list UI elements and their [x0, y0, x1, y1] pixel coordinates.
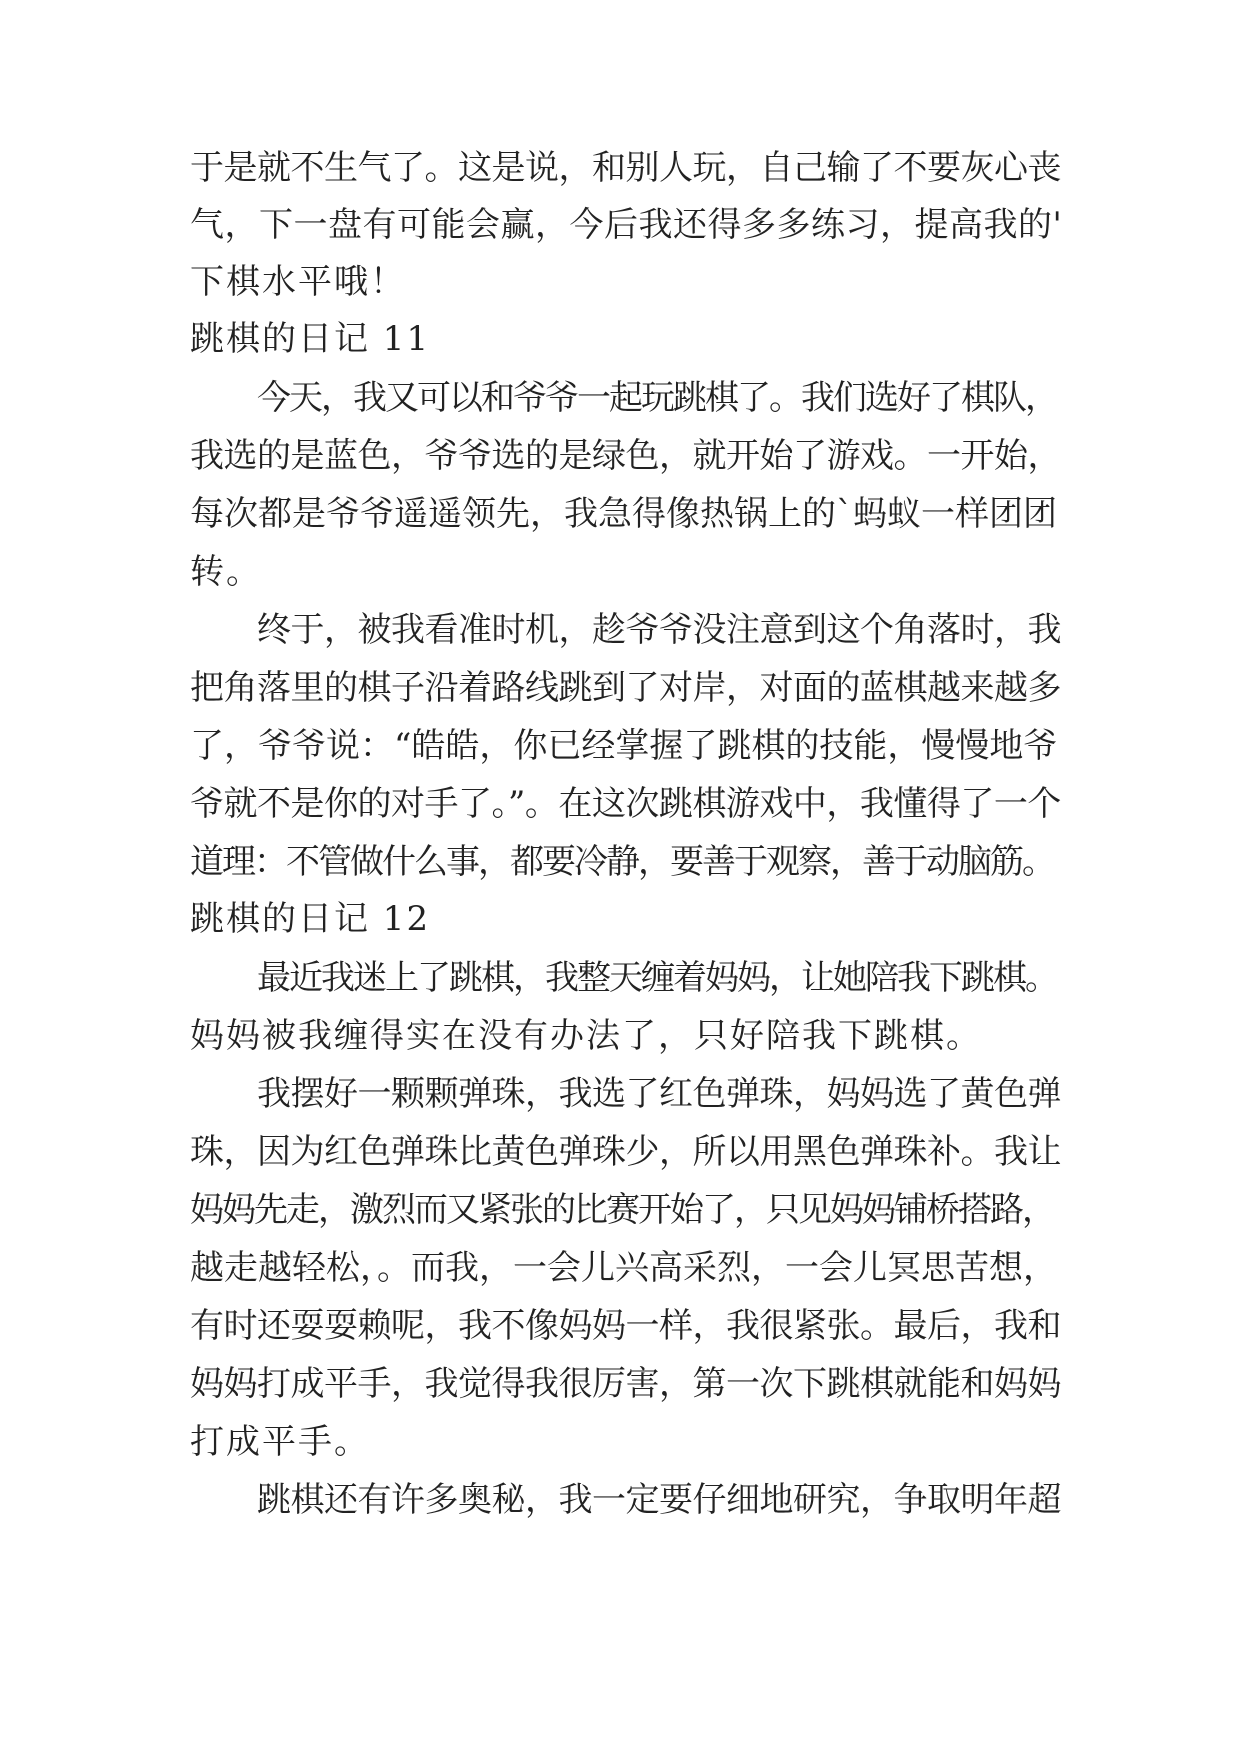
text-line: 道理：不管做什么事，都要冷静，要善于观察，善于动脑筋。 — [190, 842, 1054, 882]
text-line: 妈妈打成平手，我觉得我很厉害，第一次下跳棋就能和妈妈 — [190, 1364, 1061, 1404]
text-line: 下棋水平哦！ — [190, 262, 406, 302]
text-line: 有时还耍耍赖呢，我不像妈妈一样，我很紧张。最后，我和 — [190, 1306, 1061, 1346]
text-line: 把角落里的棋子沿着路线跳到了对岸，对面的蓝棋越来越多 — [190, 668, 1061, 708]
text-line: 每次都是爷爷遥遥领先，我急得像热锅上的`蚂蚁一样团团 — [190, 494, 1057, 534]
paragraph-first-line: 最近我迷上了跳棋，我整天缠着妈妈，让她陪我下跳棋。 — [257, 958, 1057, 998]
section-heading: 跳棋的日记 11 — [190, 319, 431, 359]
text-line: 打成平手。 — [190, 1422, 370, 1462]
text-line: 越走越轻松，。而我，一会儿兴高采烈，一会儿冥思苦想， — [190, 1248, 1057, 1288]
paragraph-first-line: 我摆好一颗颗弹珠，我选了红色弹珠，妈妈选了黄色弹 — [257, 1074, 1061, 1114]
paragraph-first-line: 跳棋还有许多奥秘，我一定要仔细地研究，争取明年超 — [257, 1480, 1061, 1520]
text-line: 气，下一盘有可能会赢，今后我还得多多练习，提高我的' — [190, 205, 1063, 245]
text-line: 我选的是蓝色，爷爷选的是绿色，就开始了游戏。一开始， — [190, 436, 1061, 476]
text-line: 于是就不生气了。这是说，和别人玩，自己输了不要灰心丧 — [190, 148, 1061, 188]
text-line: 妈妈先走，激烈而又紧张的比赛开始了，只见妈妈铺桥搭路， — [190, 1190, 1054, 1230]
text-line: 了，爷爷说：“皓皓，你已经掌握了跳棋的技能，慢慢地爷 — [190, 726, 1058, 766]
text-line: 转。 — [190, 552, 262, 592]
section-heading: 跳棋的日记 12 — [190, 899, 431, 939]
paragraph-first-line: 终于，被我看准时机，趁爷爷没注意到这个角落时，我 — [257, 610, 1061, 650]
text-line: 妈妈被我缠得实在没有办法了，只好陪我下跳棋。 — [190, 1016, 982, 1056]
text-line: 珠，因为红色弹珠比黄色弹珠少，所以用黑色弹珠补。我让 — [190, 1132, 1061, 1172]
text-line: 爷就不是你的对手了。”。在这次跳棋游戏中，我懂得了一个 — [190, 784, 1061, 824]
paragraph-first-line: 今天，我又可以和爷爷一起玩跳棋了。我们选好了棋队， — [257, 378, 1057, 418]
